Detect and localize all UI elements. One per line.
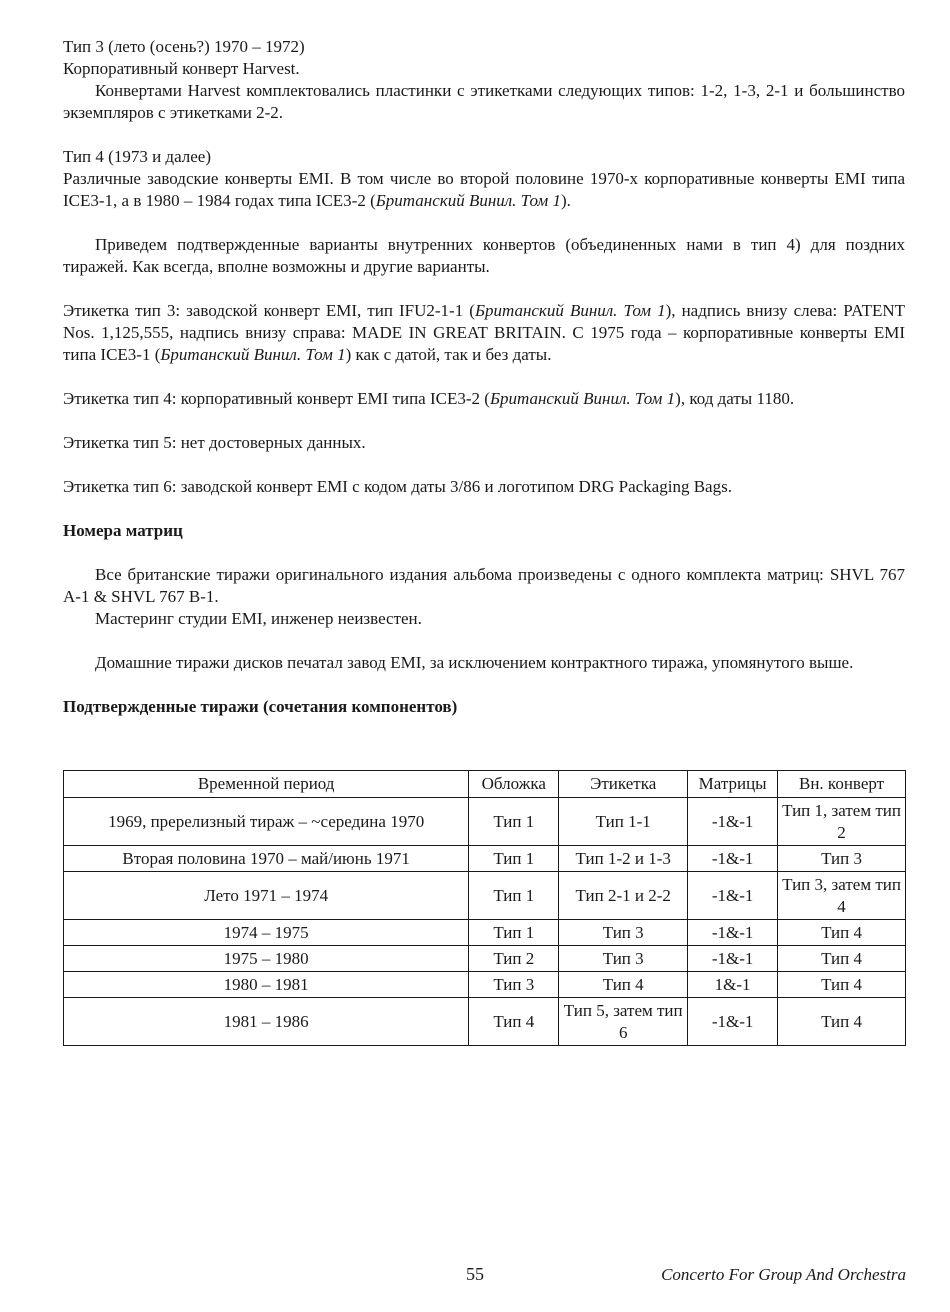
book-reference: Британский Винил. Том 1: [375, 191, 561, 210]
cover-cell: Тип 3: [469, 972, 559, 998]
label6-paragraph: Этикетка тип 6: заводской конверт EMI с кодом даты 3/86 и логотипом DRG Packaging Bags.: [63, 477, 732, 496]
type3-line: Корпоративный конверт Harvest.: [63, 59, 300, 78]
type4-paragraph: Различные заводские конверты EMI. В том числе во второй половине 1970-х корпоративные конверты EMI типа ICE3-1, а в 1980 – 1984 годах типа ICE3-2 (Британский Винил. Том 1).: [63, 169, 905, 210]
label-cell: Тип 3: [559, 920, 688, 946]
inner-sleeve-cell: Тип 3, затем тип 4: [778, 872, 906, 920]
label-cell: Тип 1-1: [559, 798, 688, 846]
period-cell: 1974 – 1975: [64, 920, 469, 946]
pressings-table: [63, 770, 906, 1046]
matrices-cell: -1&-1: [688, 846, 778, 872]
period-cell: 1980 – 1981: [64, 972, 469, 998]
cover-cell: Тип 1: [469, 798, 559, 846]
period-cell: 1975 – 1980: [64, 946, 469, 972]
table-heading: Подтвержденные тиражи (сочетания компонентов): [63, 697, 458, 716]
matrices-cell: 1&-1: [688, 972, 778, 998]
intro-variants-paragraph: Приведем подтвержденные варианты внутренних конвертов (объединенных нами в тип 4) для поздних тиражей. Как всегда, вполне возможны и другие варианты.: [63, 235, 905, 276]
matrices-paragraph-2: Мастеринг студии EMI, инженер неизвестен.: [95, 609, 422, 628]
label-cell: Тип 3: [559, 946, 688, 972]
inner-sleeve-cell: Тип 1, затем тип 2: [778, 798, 906, 846]
matrices-cell: -1&-1: [688, 920, 778, 946]
matrices-cell: -1&-1: [688, 946, 778, 972]
cover-cell: Тип 1: [469, 846, 559, 872]
matrices-paragraph-3: Домашние тиражи дисков печатал завод EMI, за исключением контрактного тиража, упомянутого выше.: [95, 653, 854, 672]
label-cell: Тип 4: [559, 972, 688, 998]
label3-paragraph: Этикетка тип 3: заводской конверт EMI, тип IFU2-1-1 (Британский Винил. Том 1), надпись внизу слева: PATENT Nos. 1,125,555, надпись внизу справа: MADE IN GREAT BRITAIN. С 1975 года – корпоративные конверты EMI типа ICE3-1 (Британский Винил. Том 1) как с датой, так и без даты.: [63, 301, 906, 364]
matrices-paragraph-1: Все британские тиражи оригинального издания альбома произведены с одного комплекта матриц: SHVL 767 A-1 & SHVL 767 B-1.: [63, 565, 905, 606]
column-header-inner-sleeve: Вн. конверт: [778, 771, 906, 798]
table-header-row: [64, 771, 906, 798]
inner-sleeve-cell: Тип 4: [778, 946, 906, 972]
book-reference: Британский Винил. Том 1: [474, 301, 666, 320]
table-row: [64, 972, 906, 998]
type4-heading: Тип 4 (1973 и далее): [63, 147, 211, 166]
period-cell: Лето 1971 – 1974: [64, 872, 469, 920]
type3-paragraph: Конвертами Harvest комплектовались пластинки с этикетками следующих типов: 1-2, 1-3, 2-1 и большинство экземпляров с этикетками 2-2.: [63, 81, 905, 122]
inner-sleeve-cell: Тип 4: [778, 920, 906, 946]
cover-cell: Тип 4: [469, 998, 559, 1046]
table-row: [64, 798, 906, 846]
column-header-period: Временной период: [64, 771, 469, 798]
label5-paragraph: Этикетка тип 5: нет достоверных данных.: [63, 433, 366, 452]
column-header-matrices: Матрицы: [688, 771, 778, 798]
period-cell: Вторая половина 1970 – май/июнь 1971: [64, 846, 469, 872]
period-cell: 1969, пререлизный тираж – ~середина 1970: [64, 798, 469, 846]
label-cell: Тип 5, затем тип 6: [559, 998, 688, 1046]
book-reference: Британский Винил. Том 1: [160, 345, 346, 364]
inner-sleeve-cell: Тип 4: [778, 998, 906, 1046]
table-row: [64, 920, 906, 946]
page-body: [63, 36, 905, 718]
book-reference: Британский Винил. Том 1: [489, 389, 676, 408]
period-cell: 1981 – 1986: [64, 998, 469, 1046]
inner-sleeve-cell: Тип 4: [778, 972, 906, 998]
label-cell: Тип 2-1 и 2-2: [559, 872, 688, 920]
table-row: [64, 872, 906, 920]
page-number: 55: [466, 1264, 484, 1284]
label4-paragraph: Этикетка тип 4: корпоративный конверт EMI типа ICE3-2 (Британский Винил. Том 1), код даты 1180.: [63, 389, 795, 408]
matrices-cell: -1&-1: [688, 798, 778, 846]
matrices-heading: Номера матриц: [63, 521, 183, 540]
matrices-cell: -1&-1: [688, 872, 778, 920]
table-row: [64, 998, 906, 1046]
running-footer-title: Concerto For Group And Orchestra: [661, 1265, 906, 1284]
type3-heading: Тип 3 (лето (осень?) 1970 – 1972): [63, 37, 305, 56]
cover-cell: Тип 1: [469, 872, 559, 920]
column-header-cover: Обложка: [469, 771, 559, 798]
matrices-cell: -1&-1: [688, 998, 778, 1046]
cover-cell: Тип 2: [469, 946, 559, 972]
column-header-label: Этикетка: [559, 771, 688, 798]
label-cell: Тип 1-2 и 1-3: [559, 846, 688, 872]
inner-sleeve-cell: Тип 3: [778, 846, 906, 872]
table-row: [64, 946, 906, 972]
table-row: [64, 846, 906, 872]
cover-cell: Тип 1: [469, 920, 559, 946]
